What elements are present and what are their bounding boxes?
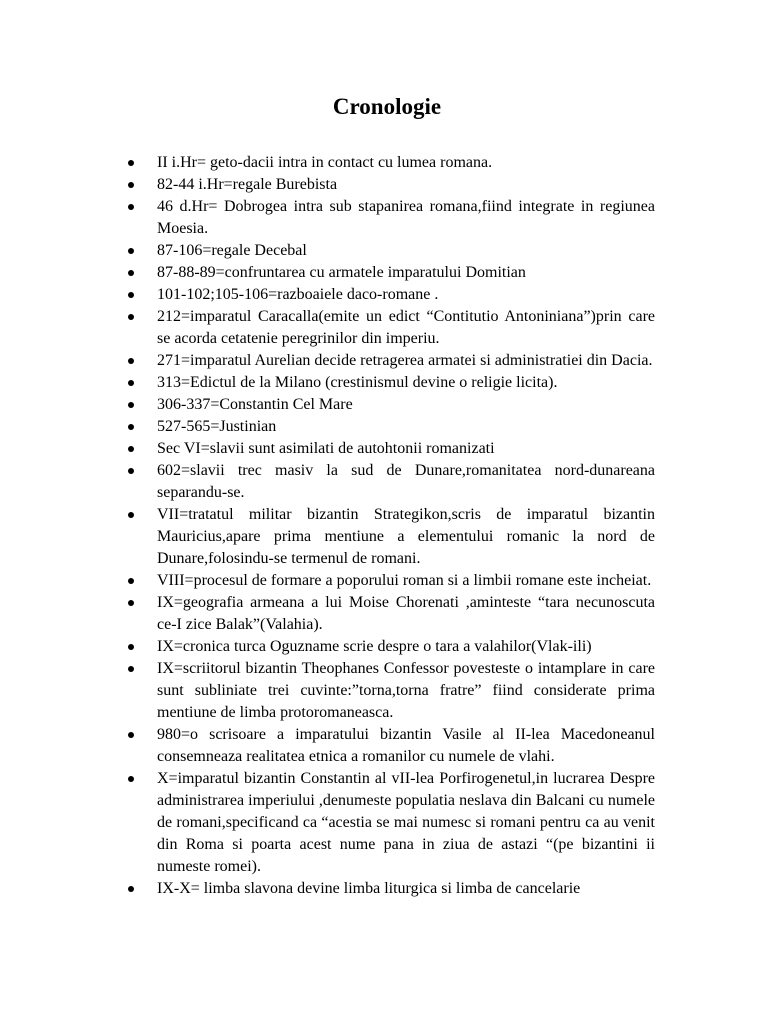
list-item: [0, 174, 655, 196]
bullet-icon: [128, 468, 134, 474]
list-item-text: VII=tratatul militar bizantin Strategikon,scris de imparatul bizantin Mauricius,apare prima mentiune a elementului romanic la nord de Dunare,folosindu-se termenul de romani.: [157, 506, 655, 567]
list-item-text: 87-88-89=confruntarea cu armatele imparatului Domitian: [157, 264, 526, 281]
bullet-icon: [128, 204, 134, 210]
list-item: [0, 724, 655, 768]
list-item: [0, 306, 655, 350]
bullet-icon: [128, 732, 134, 738]
bullet-icon: [128, 512, 134, 518]
bullet-icon: [128, 380, 134, 386]
list-item: [0, 394, 655, 416]
bullet-icon: [128, 886, 134, 892]
bullet-icon: [128, 314, 134, 320]
list-item: [0, 350, 655, 372]
list-item: [0, 240, 655, 262]
page-title: Cronologie: [332, 94, 442, 119]
list-item-text: II i.Hr= geto-dacii intra in contact cu lumea romana.: [157, 154, 493, 171]
bullet-icon: [128, 666, 134, 672]
list-item: [0, 636, 655, 658]
bullet-icon: [128, 160, 134, 166]
list-item: [0, 592, 655, 636]
list-item-text: 46 d.Hr= Dobrogea intra sub stapanirea romana,fiind integrate in regiunea Moesia.: [157, 198, 655, 237]
list-item-text: IX=scriitorul bizantin Theophanes Confessor povesteste o intamplare in care sunt subliniate trei cuvinte:”torna,torna fratre” fiind considerate prima mentiune de limba protoromaneasca.: [157, 660, 655, 721]
list-item-text: 602=slavii trec masiv la sud de Dunare,romanitatea nord-dunareana separandu-se.: [157, 462, 655, 501]
list-item: [0, 438, 655, 460]
list-item-text: 212=imparatul Caracalla(emite un edict “Contitutio Antoniniana”)prin care se acorda cetatenie peregrinilor din imperiu.: [157, 308, 655, 347]
bullet-icon: [128, 358, 134, 364]
bullet-icon: [128, 578, 134, 584]
list-item-text: 271=imparatul Aurelian decide retragerea armatei si administratiei din Dacia.: [157, 352, 653, 369]
list-item: [0, 262, 655, 284]
bullet-icon: [128, 644, 134, 650]
list-item: [0, 658, 655, 724]
list-item-text: VIII=procesul de formare a poporului roman si a limbii romane este incheiat.: [157, 572, 652, 589]
list-item: [0, 878, 655, 900]
bullet-icon: [128, 424, 134, 430]
list-item: [0, 570, 655, 592]
bullet-icon: [128, 776, 134, 782]
list-item: [0, 152, 655, 174]
list-item: [0, 768, 655, 878]
list-item-text: IX=geografia armeana a lui Moise Chorenati ,aminteste “tara necunoscuta ce-I zice Balak”(Valahia).: [157, 594, 655, 633]
list-item-text: Sec VI=slavii sunt asimilati de autohtonii romanizati: [157, 440, 495, 457]
list-item-text: IX=cronica turca Oguzname scrie despre o tara a valahilor(Vlak-ili): [157, 638, 592, 655]
list-item-text: 313=Edictul de la Milano (crestinismul devine o religie licita).: [157, 374, 558, 391]
list-item: [0, 504, 655, 570]
bullet-icon: [128, 182, 134, 188]
list-item-text: 101-102;105-106=razboaiele daco-romane .: [157, 286, 439, 303]
bullet-icon: [128, 600, 134, 606]
list-item-text: 87-106=regale Decebal: [157, 242, 307, 259]
list-item-text: IX-X= limba slavona devine limba liturgica si limba de cancelarie: [157, 880, 581, 897]
list-item-text: 980=o scrisoare a imparatului bizantin Vasile al II-lea Macedoneanul consemneaza realitatea etnica a romanilor cu numele de vlahi.: [157, 726, 655, 765]
bullet-icon: [128, 292, 134, 298]
bullet-icon: [128, 270, 134, 276]
list-item-text: 82-44 i.Hr=regale Burebista: [157, 176, 338, 193]
bullet-icon: [128, 248, 134, 254]
bullet-icon: [128, 446, 134, 452]
list-item-text: 527-565=Justinian: [157, 418, 277, 435]
list-item: [0, 196, 655, 240]
list-item-text: 306-337=Constantin Cel Mare: [157, 396, 353, 413]
list-item: [0, 416, 655, 438]
list-item: [0, 372, 655, 394]
chronology-list: [0, 152, 768, 900]
bullet-icon: [128, 402, 134, 408]
list-item: [0, 460, 655, 504]
list-item-text: X=imparatul bizantin Constantin al vII-lea Porfirogenetul,in lucrarea Despre administrarea imperiului ,denumeste populatia neslava din Balcani cu numele de romani,specificand ca “acestia se mai numesc si romani pentru ca au venit din Roma si poarta acest nume pana in ziua de astazi “(pe bizantini ii numeste romei).: [157, 770, 655, 875]
list-item: [0, 284, 655, 306]
